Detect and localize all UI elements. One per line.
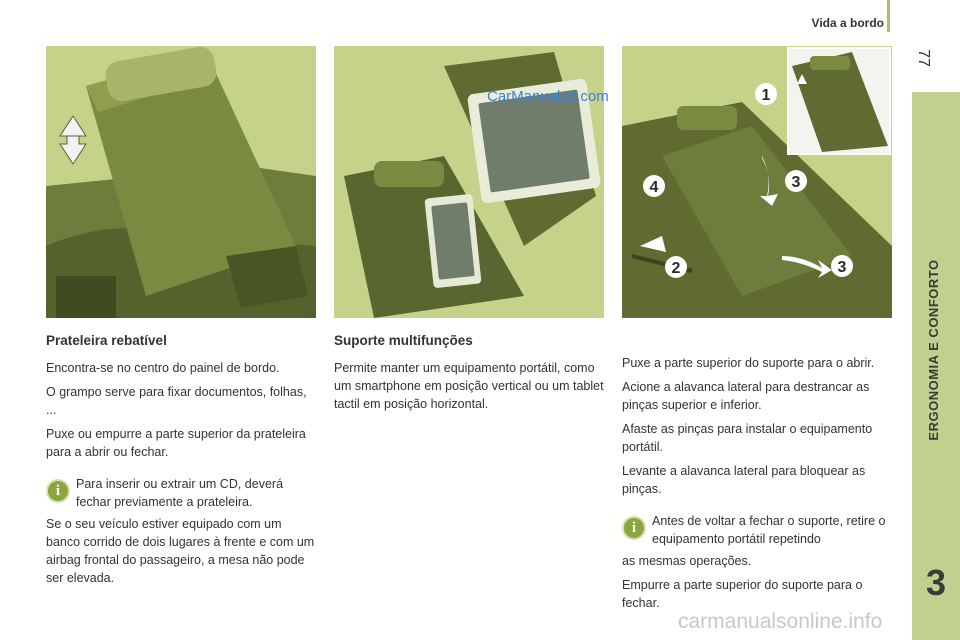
page-number: 77 — [915, 49, 932, 67]
folding-shelf-section — [46, 332, 316, 593]
svg-text:3: 3 — [791, 174, 801, 191]
multifunction-holder-illustration — [334, 46, 604, 318]
info-icon: i — [46, 479, 70, 503]
info-note — [622, 512, 892, 548]
holder-operation-section — [622, 354, 892, 618]
paragraph: Puxe ou empurre a parte superior da prateleira para a abrir ou fechar. — [46, 427, 306, 459]
multifunction-holder-photo — [334, 46, 604, 318]
bottom-watermark: carmanualsonline.info — [678, 610, 883, 633]
callout-2 — [665, 256, 687, 278]
paragraph: Puxe a parte superior do suporte para o abrir. — [622, 356, 875, 370]
section-title: Suporte multifunções — [334, 333, 473, 348]
callout-4 — [643, 175, 665, 197]
paragraph: O grampo serve para fixar documentos, folhas, ... — [46, 385, 307, 417]
svg-text:1: 1 — [761, 87, 771, 104]
paragraph: Permite manter um equipamento portátil, como um smartphone em posição vertical ou um tablet tactil em posição horizontal. — [334, 361, 604, 411]
paragraph: Empurre a parte superior do suporte para o fechar. — [622, 578, 863, 610]
callout-3-lower — [831, 255, 853, 277]
chapter-label: ERGONOMIA E CONFORTO — [926, 259, 941, 441]
header-accent-bar — [887, 0, 890, 32]
folding-shelf-illustration — [46, 46, 316, 318]
multifunction-holder-section — [334, 332, 604, 419]
chapter-number: 3 — [925, 562, 947, 603]
paragraph: Levante a alavanca lateral para bloquear as pinças. — [622, 464, 866, 496]
svg-text:2: 2 — [671, 260, 681, 277]
paragraph: as mesmas operações. — [622, 554, 752, 568]
svg-text:4: 4 — [649, 179, 659, 196]
paragraph: Afaste as pinças para instalar o equipamento portátil. — [622, 422, 873, 454]
holder-operation-illustration — [622, 46, 892, 318]
info-note — [46, 475, 316, 511]
info-text: Antes de voltar a fechar o suporte, retire o equipamento portátil repetindo — [652, 514, 886, 546]
top-watermark: CarManuals2.com — [487, 88, 609, 105]
holder-operation-photo — [622, 46, 892, 318]
running-header: Vida a bordo — [811, 16, 884, 30]
paragraph: Se o seu veículo estiver equipado com um banco corrido de dois lugares à frente e com um airbag frontal do passageiro, a mesa não pode ser elevada. — [46, 517, 315, 585]
folding-shelf-photo — [46, 46, 316, 318]
paragraph: Acione a alavanca lateral para destrancar as pinças superior e inferior. — [622, 380, 870, 412]
info-text: Para inserir ou extrair um CD, deverá fechar previamente a prateleira. — [76, 477, 284, 509]
callout-3-upper — [785, 170, 807, 192]
info-icon: i — [622, 516, 646, 540]
callout-1 — [755, 83, 777, 105]
section-title: Prateleira rebatível — [46, 333, 167, 348]
svg-text:3: 3 — [837, 259, 847, 276]
paragraph: Encontra-se no centro do painel de bordo. — [46, 361, 280, 375]
